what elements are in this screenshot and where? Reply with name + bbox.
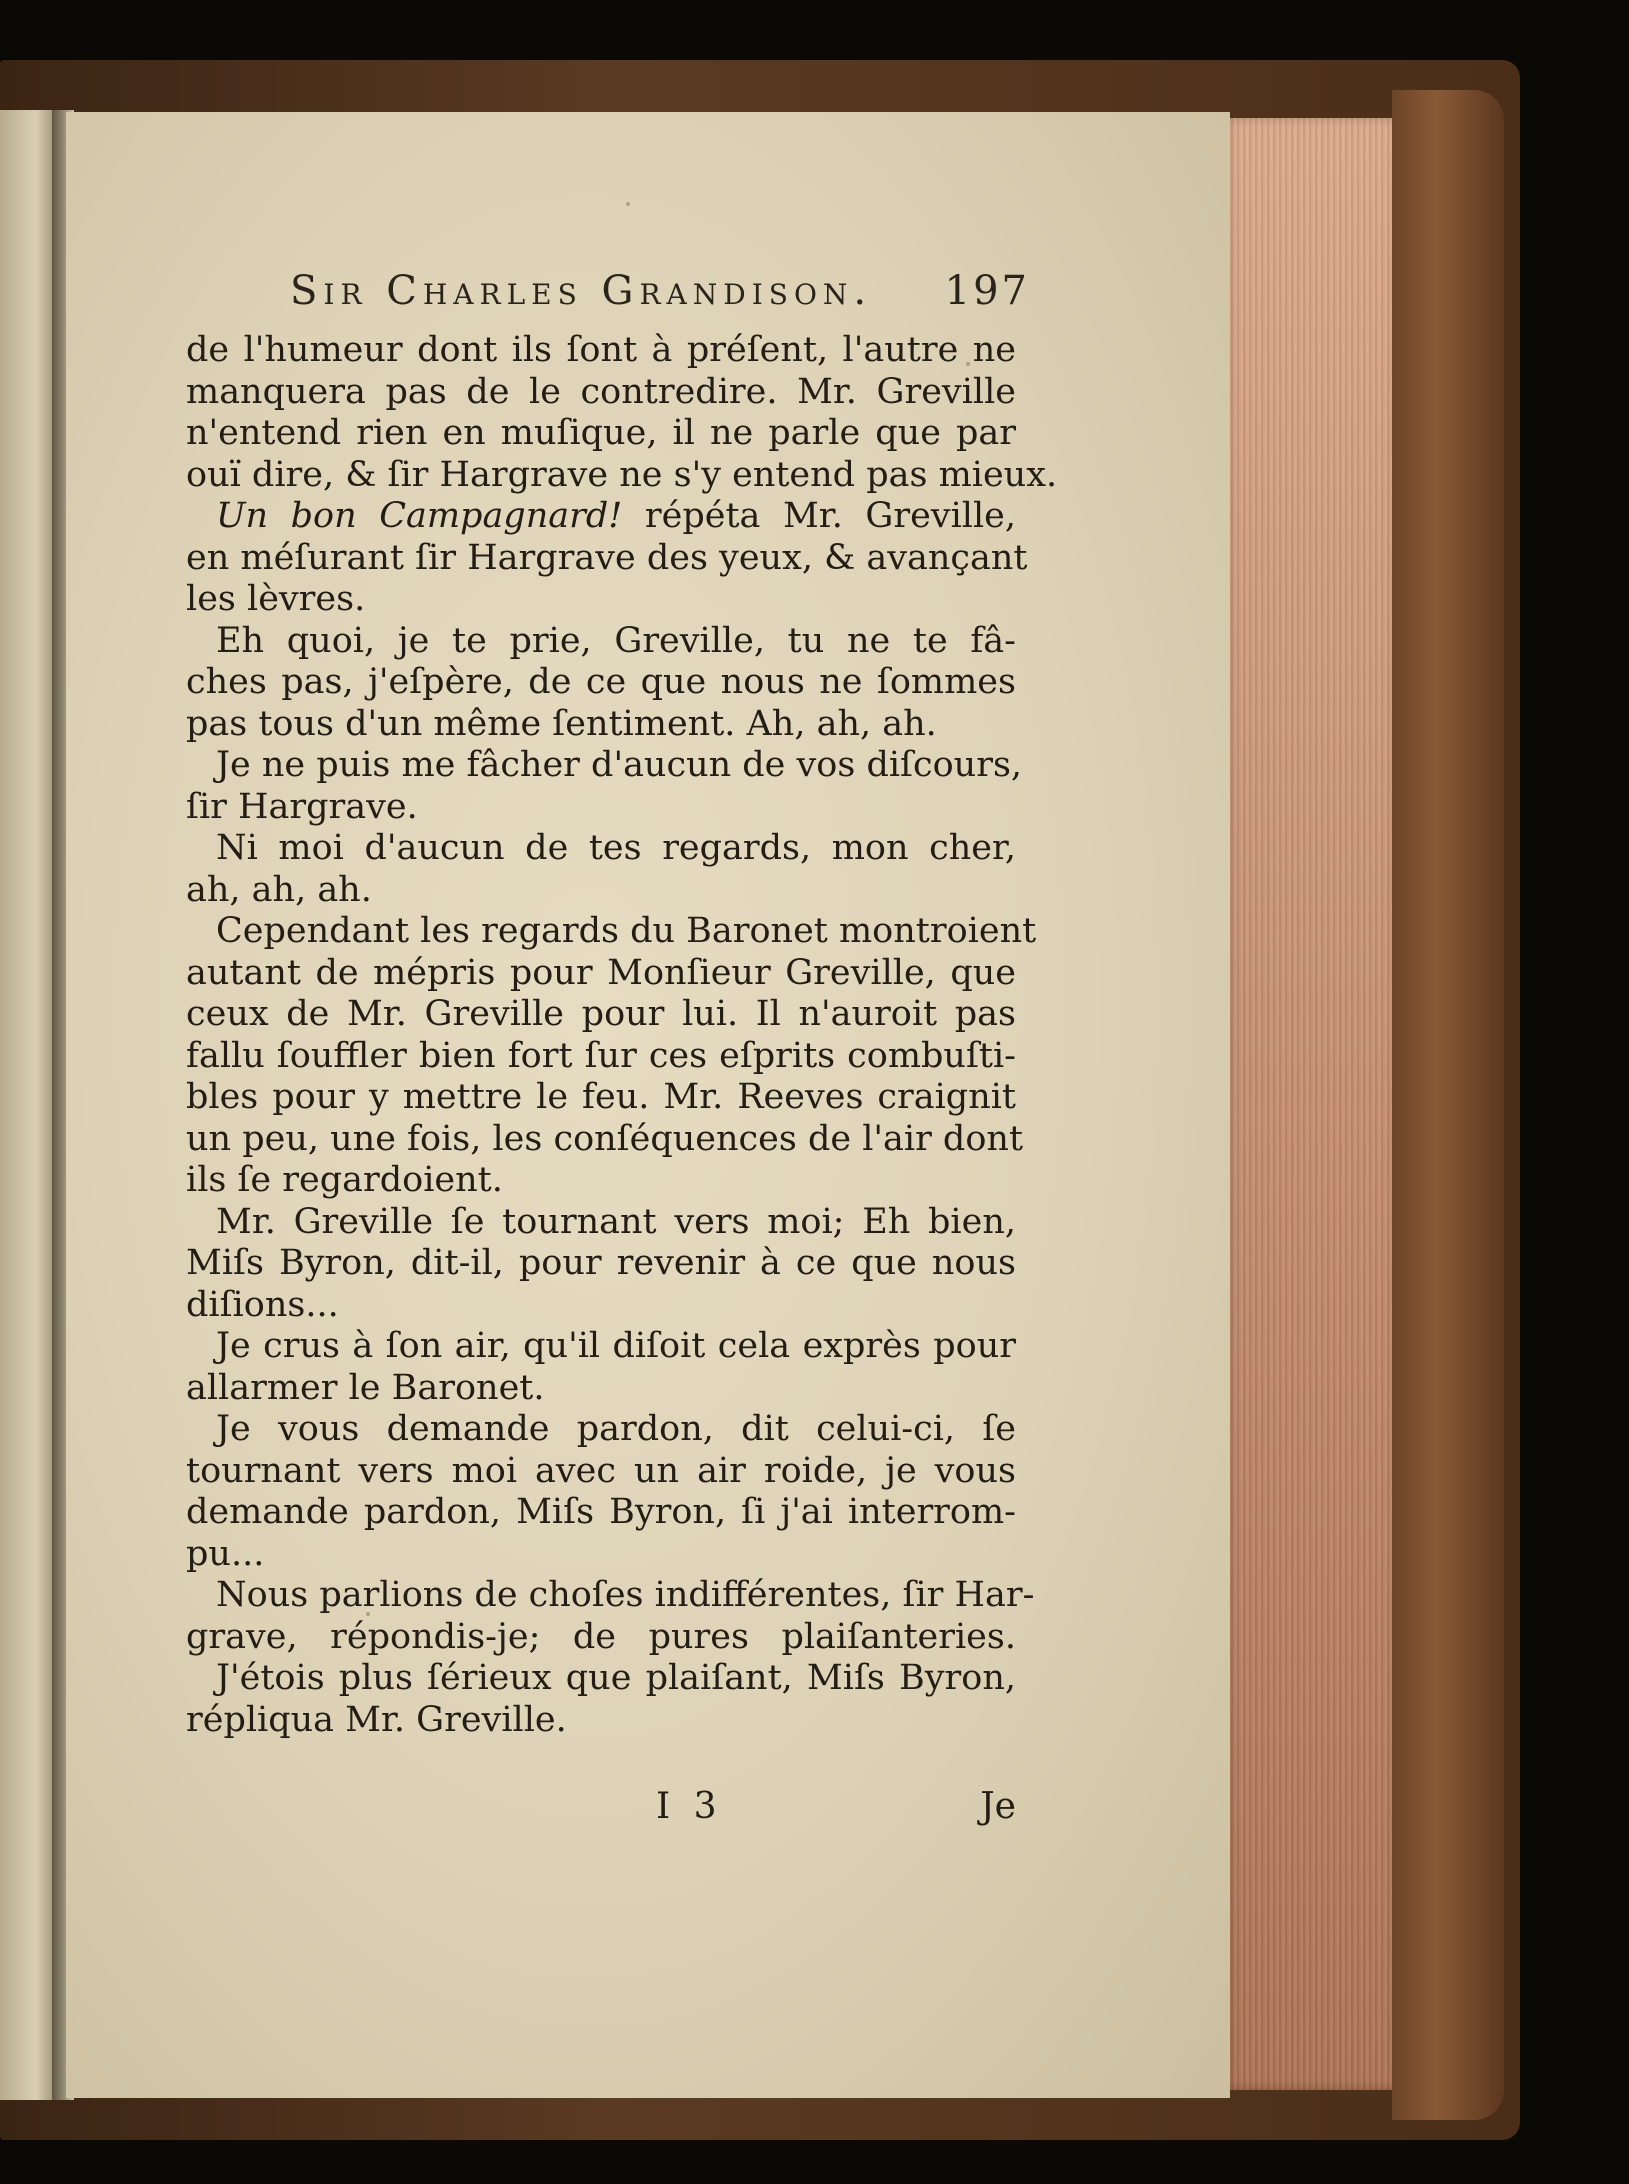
page-fore-edge	[1222, 118, 1392, 2090]
left-page-edge	[0, 110, 60, 2100]
text-line: n'entend rien en muſique, il ne parle que par	[186, 413, 1016, 453]
text-line: bles pour y mettre le feu. Mr. Reeves craignit	[186, 1077, 1016, 1117]
text-line: ils ſe regardoient.	[186, 1160, 503, 1200]
text-line: ceux de Mr. Greville pour lui. Il n'auroit pas	[186, 994, 1016, 1034]
italic-phrase: Un bon Campagnard!	[216, 496, 623, 536]
text-line: Miſs Byron, dit-il, pour revenir à ce que nous	[186, 1243, 1016, 1283]
text-line: Je crus à ſon air, qu'il diſoit cela exprès pour	[216, 1326, 1016, 1366]
text-line: de l'humeur dont ils ſont à préſent, l'autre ne	[186, 330, 1016, 370]
text-line: demande pardon, Miſs Byron, ſi j'ai interrom-	[186, 1492, 1016, 1532]
text-line: ouï dire, & ſir Hargrave ne s'y entend pas mieux.	[186, 454, 1058, 495]
text-line: Nous parlions de choſes indifférentes, ſir Har-	[216, 1575, 1035, 1615]
text-line: un peu, une fois, les conſéquences de l'air dont	[186, 1118, 1024, 1159]
running-title: Sir Charles Grandison.	[290, 268, 873, 314]
text-line: pu...	[186, 1533, 265, 1574]
text-line: en méſurant ſir Hargrave des yeux, & avançant	[186, 537, 1028, 578]
cover-edge	[1392, 90, 1504, 2120]
signature-mark: I 3	[656, 1786, 723, 1827]
catchword: Je	[980, 1786, 1016, 1827]
text-line: diſions...	[186, 1284, 339, 1325]
body-text	[186, 330, 1058, 1741]
text-line: Eh quoi, je te prie, Greville, tu ne te fâ-	[216, 620, 1016, 661]
text-line: ah, ah, ah.	[186, 869, 372, 910]
page-header	[290, 268, 1030, 328]
text-line: Ni moi d'aucun de tes regards, mon cher,	[216, 828, 1016, 868]
page-number: 197	[944, 268, 1030, 314]
text-line: ches pas, j'eſpère, de ce que nous ne ſommes	[186, 662, 1016, 702]
text-line: grave, répondis-je; de pures plaiſanteries.	[186, 1616, 1016, 1657]
text-line: manquera pas de le contredire. Mr. Greville	[186, 371, 1016, 412]
text-line: Mr. Greville ſe tournant vers moi; Eh bien,	[216, 1201, 1016, 1242]
text-line: Je vous demande pardon, dit celui-ci, ſe	[216, 1409, 1016, 1449]
text-line: tournant vers moi avec un air roide, je vous	[186, 1450, 1016, 1491]
text-line: Cependant les regards du Baronet montroient	[216, 911, 1037, 951]
text-line: les lèvres.	[186, 579, 366, 619]
text-line: répliqua Mr. Greville.	[186, 1699, 567, 1740]
text-line: Un bon Campagnard! répéta Mr. Greville,	[216, 496, 1016, 536]
text-line: ſir Hargrave.	[186, 786, 418, 827]
page-footer	[186, 1786, 1016, 1836]
text-line: Je ne puis me fâcher d'aucun de vos diſcours,	[216, 745, 1023, 785]
text-line: pas tous d'un même ſentiment. Ah, ah, ah.	[186, 703, 937, 744]
paper-spot	[626, 202, 630, 206]
text-line: J'étois plus ſérieux que plaiſant, Miſs Byron,	[216, 1658, 1016, 1698]
text-line: autant de mépris pour Monſieur Greville, que	[186, 952, 1016, 993]
text-line: fallu ſouffler bien fort ſur ces eſprits combuſti-	[186, 1035, 1016, 1076]
text-line: allarmer le Baronet.	[186, 1367, 545, 1408]
